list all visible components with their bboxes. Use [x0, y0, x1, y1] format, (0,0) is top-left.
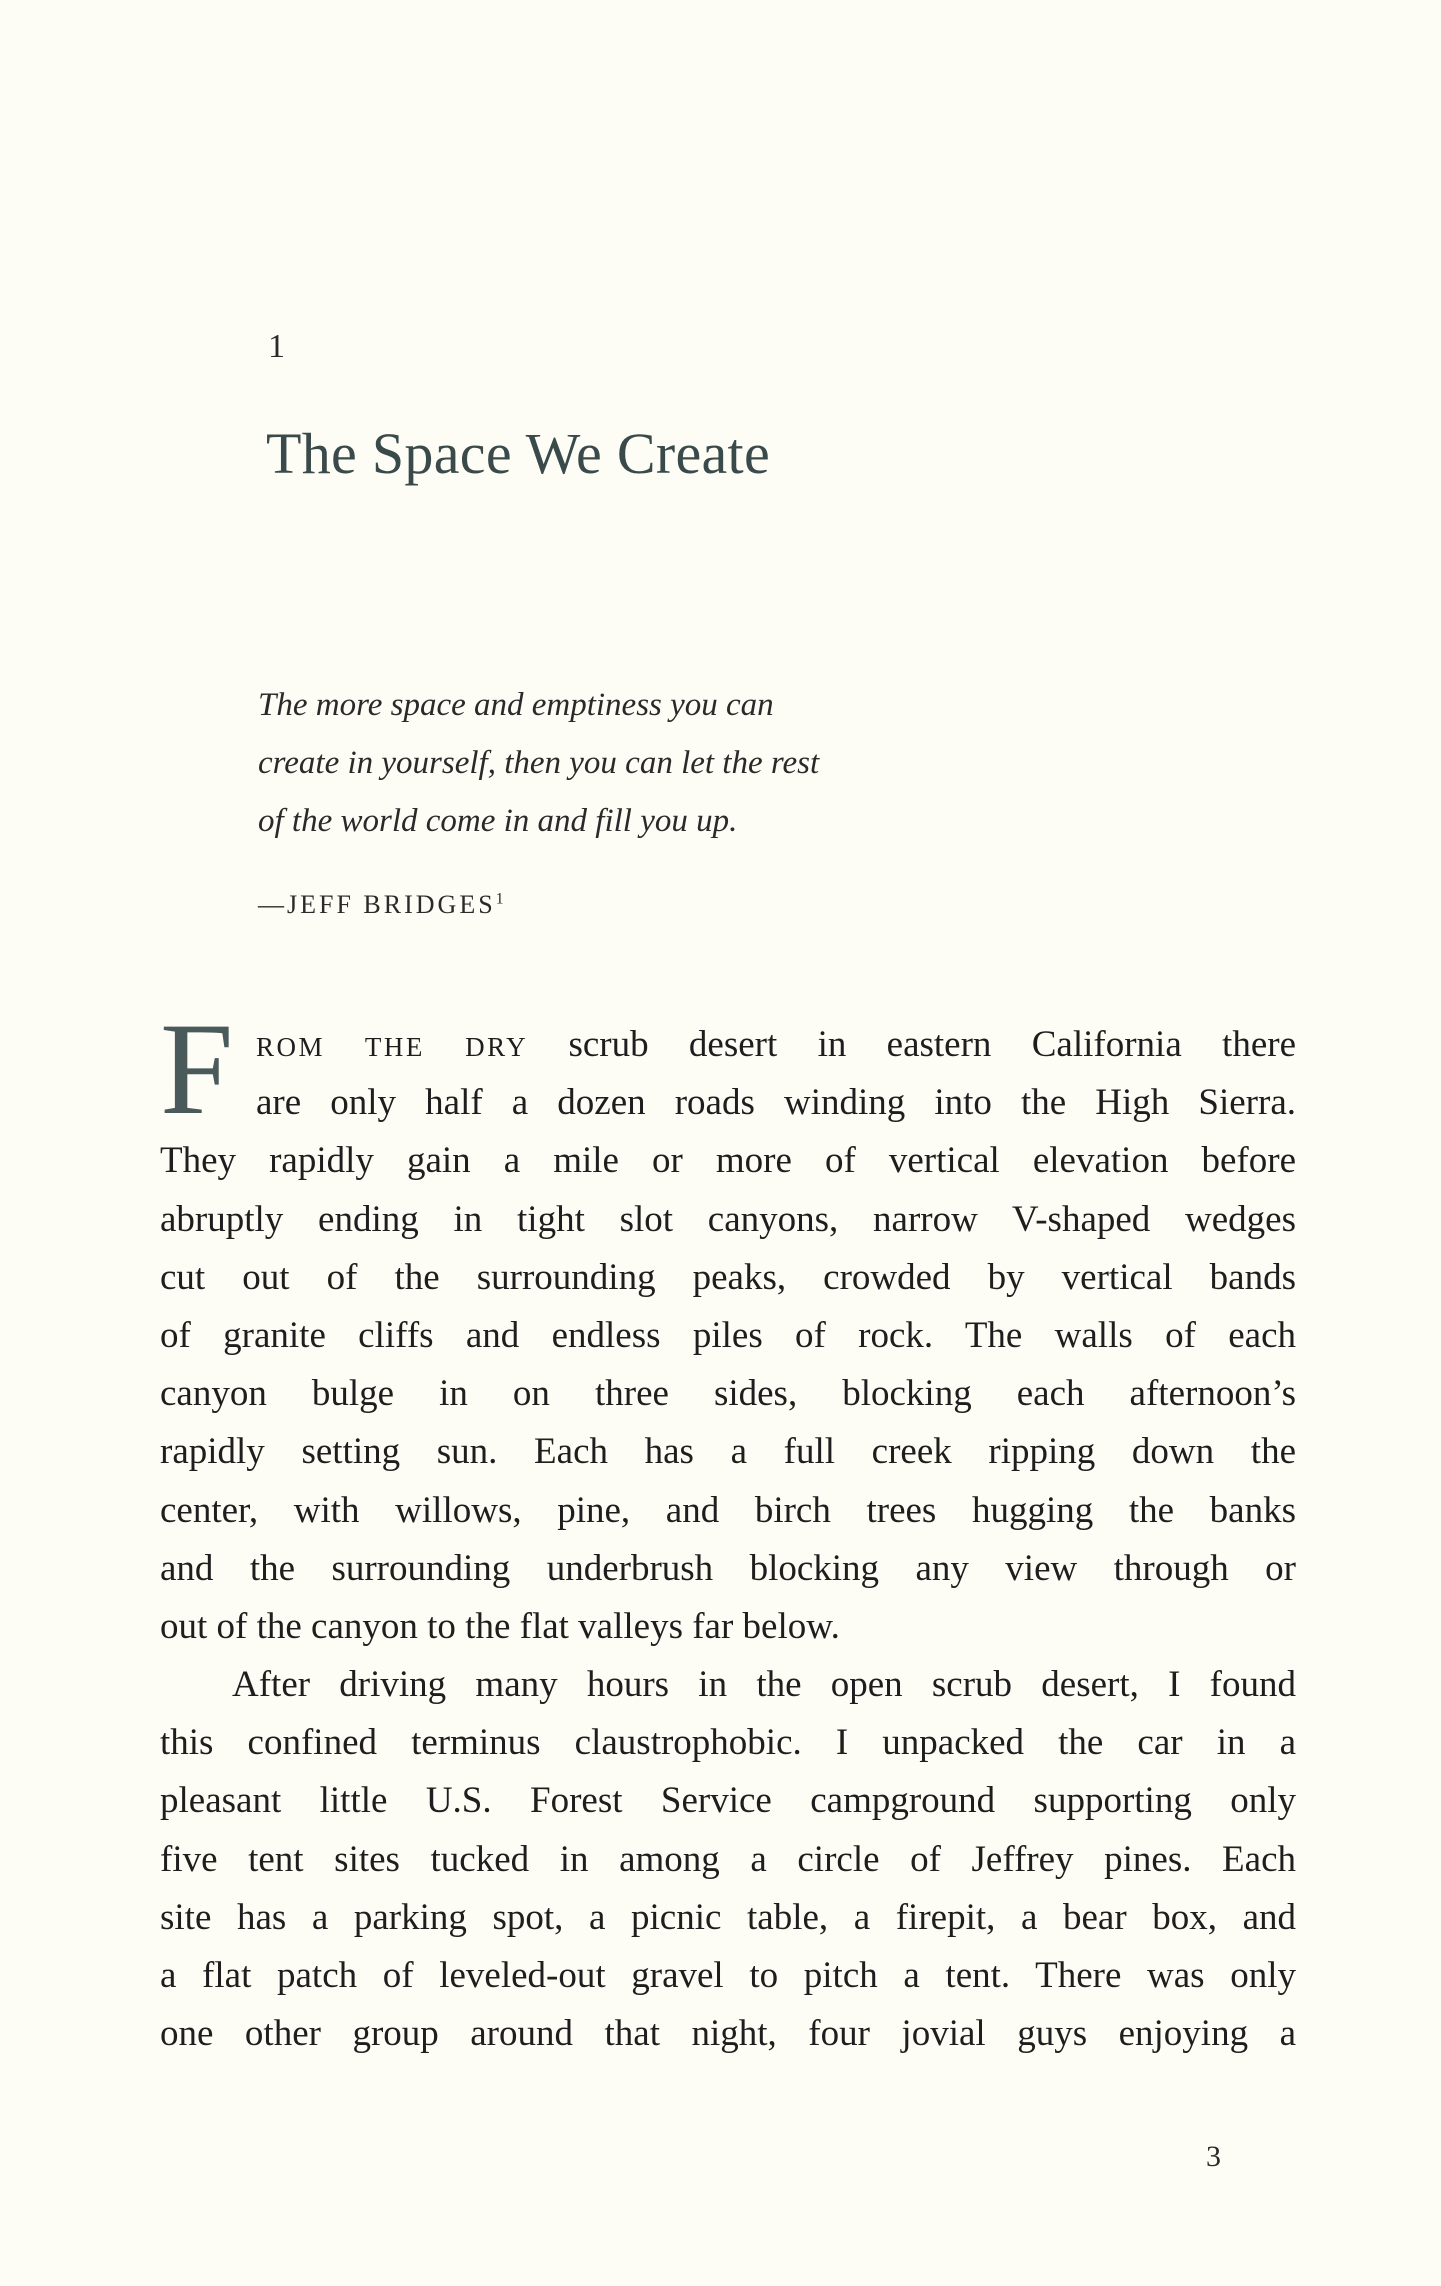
chapter-title: The Space We Create — [266, 421, 770, 486]
drop-cap: F — [160, 995, 234, 1142]
first-line-rest: scrub desert in eastern California there — [528, 1024, 1296, 1065]
body-line: of granite cliffs and endless piles of rock. The walls of each — [160, 1314, 1296, 1356]
body-line: After driving many hours in the open scrub desert, I found — [232, 1664, 1296, 1706]
epigraph-attribution — [258, 890, 958, 920]
small-caps-opening: ROM THE DRY — [256, 1032, 529, 1062]
body-line: They rapidly gain a mile or more of vertical elevation before — [160, 1140, 1296, 1182]
body-line: a flat patch of leveled-out gravel to pitch a tent. There was only — [160, 1955, 1296, 1996]
body-line: one other group around that night, four jovial guys enjoying a — [160, 2013, 1296, 2055]
body-line — [160, 1016, 1296, 1074]
page-number: 3 — [1206, 2140, 1221, 2173]
attribution-name: —JEFF BRIDGES — [258, 890, 496, 919]
epigraph — [258, 676, 958, 920]
footnote-mark: 1 — [495, 890, 504, 908]
body-line: center, with willows, pine, and birch trees hugging the banks — [160, 1489, 1296, 1531]
epigraph-line: of the world come in and fill you up. — [258, 803, 738, 839]
body-line: pleasant little U.S. Forest Service campground supporting only — [160, 1780, 1296, 1822]
body-line: abruptly ending in tight slot canyons, narrow V-shaped wedges — [160, 1198, 1296, 1240]
body-line: rapidly setting sun. Each has a full creek ripping down the — [160, 1431, 1296, 1473]
body-line: cut out of the surrounding peaks, crowded by vertical bands — [160, 1256, 1296, 1298]
body-line: this confined terminus claustrophobic. I unpacked the car in a — [160, 1722, 1296, 1764]
body-line: canyon bulge in on three sides, blocking each afternoon’s — [160, 1373, 1296, 1415]
body-line: site has a parking spot, a picnic table, a firepit, a bear box, and — [160, 1896, 1296, 1938]
body-line: and the surrounding underbrush blocking any view through or — [160, 1547, 1296, 1589]
body-text — [160, 995, 1296, 2063]
body-line: are only half a dozen roads winding into the High Sierra. — [256, 1082, 1296, 1124]
chapter-number: 1 — [268, 328, 285, 365]
epigraph-line: create in yourself, then you can let the rest — [258, 745, 820, 781]
body-line: five tent sites tucked in among a circle of Jeffrey pines. Each — [160, 1838, 1296, 1880]
epigraph-line: The more space and emptiness you can — [258, 687, 774, 723]
body-line: out of the canyon to the flat valleys far below. — [160, 1605, 840, 1647]
